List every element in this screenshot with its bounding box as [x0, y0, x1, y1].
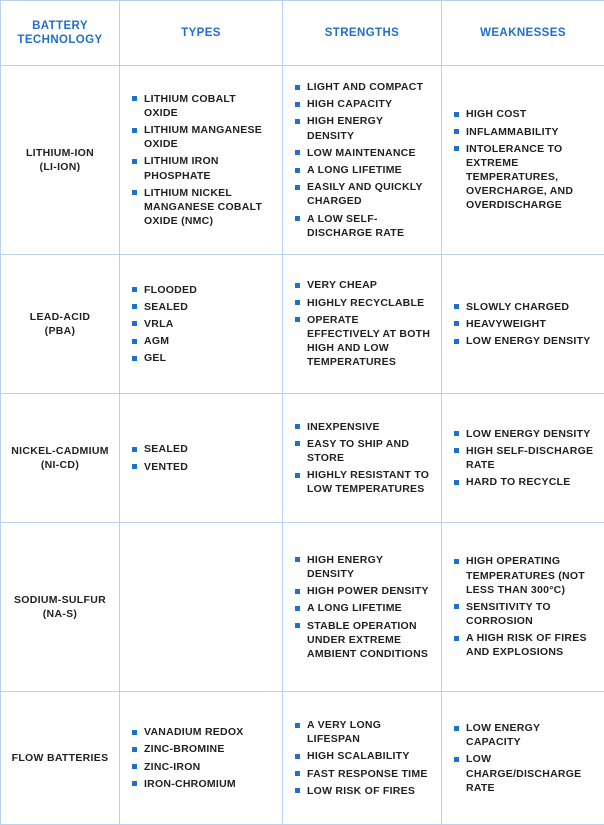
bullet-square-icon: [132, 339, 137, 344]
technology-line: NICKEL-CADMIUM: [5, 444, 115, 458]
list-item: [132, 186, 272, 229]
bullet-square-icon: [132, 464, 137, 469]
list-item: [295, 767, 431, 781]
bullet-square-icon: [295, 788, 300, 793]
list-item: [132, 351, 272, 365]
cell-strengths: [283, 255, 442, 394]
cell-technology: [1, 394, 120, 523]
list-item: [132, 460, 272, 474]
types-list: [132, 442, 272, 473]
technology-line: LITHIUM-ION: [5, 146, 115, 160]
weaknesses-list: [454, 107, 594, 212]
weaknesses-list: [454, 721, 594, 795]
list-item-label: SLOWLY CHARGED: [466, 301, 569, 313]
bullet-square-icon: [454, 146, 459, 151]
bullet-square-icon: [132, 764, 137, 769]
list-item: [454, 317, 594, 331]
bullet-square-icon: [295, 606, 300, 611]
list-item-label: LOW CHARGE/DISCHARGE RATE: [466, 753, 581, 793]
technology-line: (NA-S): [5, 607, 115, 621]
cell-types: [120, 66, 283, 255]
list-item: [295, 601, 431, 615]
list-item-label: HEAVYWEIGHT: [466, 318, 546, 330]
list-item-label: HIGH SCALABILITY: [307, 750, 410, 762]
list-item: [295, 784, 431, 798]
list-item-label: LITHIUM NICKEL MANGANESE COBALT OXIDE (NMC): [144, 187, 262, 227]
column-header-line: TECHNOLOGY: [7, 33, 113, 47]
list-item: [295, 437, 431, 465]
technology-line: SODIUM-SULFUR: [5, 593, 115, 607]
technology-line: LEAD-ACID: [5, 310, 115, 324]
bullet-square-icon: [132, 287, 137, 292]
bullet-square-icon: [454, 604, 459, 609]
list-item-label: GEL: [144, 352, 166, 364]
bullet-square-icon: [454, 757, 459, 762]
list-item: [454, 752, 594, 795]
cell-types: [120, 394, 283, 523]
bullet-square-icon: [132, 321, 137, 326]
cell-types: [120, 523, 283, 692]
list-item: [132, 334, 272, 348]
bullet-square-icon: [454, 321, 459, 326]
list-item-label: LOW ENERGY DENSITY: [466, 428, 591, 440]
strengths-list: [295, 278, 431, 369]
list-item: [295, 296, 431, 310]
list-item: [295, 97, 431, 111]
list-item: [132, 283, 272, 297]
column-header-battery-technology: [1, 1, 120, 66]
column-header-weaknesses: [442, 1, 604, 66]
list-item-label: LOW MAINTENANCE: [307, 147, 416, 159]
list-item-label: HIGHLY RESISTANT TO LOW TEMPERATURES: [307, 469, 429, 495]
list-item-label: VERY CHEAP: [307, 279, 377, 291]
table-row: [1, 692, 604, 825]
bullet-square-icon: [132, 747, 137, 752]
list-item-label: LOW ENERGY CAPACITY: [466, 722, 540, 748]
bullet-square-icon: [295, 216, 300, 221]
weaknesses-list: [454, 427, 594, 490]
technology-line: (LI-ION): [5, 160, 115, 174]
bullet-square-icon: [454, 480, 459, 485]
bullet-square-icon: [295, 168, 300, 173]
list-item: [295, 278, 431, 292]
bullet-square-icon: [295, 283, 300, 288]
column-header-strengths: [283, 1, 442, 66]
list-item: [132, 154, 272, 182]
list-item-label: A HIGH RISK OF FIRES AND EXPLOSIONS: [466, 632, 587, 658]
types-list: [132, 725, 272, 791]
bullet-square-icon: [454, 431, 459, 436]
list-item-label: HIGH OPERATING TEMPERATURES (NOT LESS THAN 300°C): [466, 555, 585, 595]
bullet-square-icon: [295, 185, 300, 190]
list-item-label: INEXPENSIVE: [307, 421, 380, 433]
list-item-label: STABLE OPERATION UNDER EXTREME AMBIENT CONDITIONS: [307, 620, 428, 660]
list-item: [295, 553, 431, 581]
bullet-square-icon: [295, 317, 300, 322]
bullet-square-icon: [454, 636, 459, 641]
list-item-label: VANADIUM REDOX: [144, 726, 244, 738]
list-item: [132, 742, 272, 756]
cell-types: [120, 255, 283, 394]
list-item-label: FAST RESPONSE TIME: [307, 768, 428, 780]
list-item-label: VRLA: [144, 318, 174, 330]
weaknesses-list: [454, 554, 594, 659]
list-item: [295, 749, 431, 763]
header-row: [1, 1, 604, 66]
list-item: [295, 180, 431, 208]
column-header-line: STRENGTHS: [289, 26, 435, 40]
bullet-square-icon: [295, 424, 300, 429]
list-item-label: FLOODED: [144, 284, 197, 296]
list-item-label: HIGHLY RECYCLABLE: [307, 297, 424, 309]
bullet-square-icon: [132, 159, 137, 164]
list-item-label: LITHIUM COBALT OXIDE: [144, 93, 236, 119]
bullet-square-icon: [454, 726, 459, 731]
list-item-label: ZINC-IRON: [144, 761, 201, 773]
list-item: [132, 777, 272, 791]
table-body: [1, 66, 604, 825]
column-header-line: TYPES: [126, 26, 276, 40]
cell-strengths: [283, 394, 442, 523]
cell-strengths: [283, 523, 442, 692]
cell-weaknesses: [442, 394, 604, 523]
bullet-square-icon: [454, 339, 459, 344]
list-item-label: HIGH ENERGY DENSITY: [307, 115, 383, 141]
cell-strengths: [283, 692, 442, 825]
list-item: [454, 721, 594, 749]
bullet-square-icon: [132, 447, 137, 452]
list-item: [132, 725, 272, 739]
bullet-square-icon: [295, 623, 300, 628]
list-item: [454, 475, 594, 489]
list-item-label: A LONG LIFETIME: [307, 602, 402, 614]
bullet-square-icon: [132, 128, 137, 133]
list-item: [454, 107, 594, 121]
cell-weaknesses: [442, 692, 604, 825]
list-item-label: SENSITIVITY TO CORROSION: [466, 601, 551, 627]
list-item-label: A LONG LIFETIME: [307, 164, 402, 176]
bullet-square-icon: [132, 730, 137, 735]
list-item-label: SEALED: [144, 443, 188, 455]
list-item-label: LOW ENERGY DENSITY: [466, 335, 591, 347]
list-item-label: INTOLERANCE TO EXTREME TEMPERATURES, OVERCHARGE, AND OVERDISCHARGE: [466, 143, 573, 212]
strengths-list: [295, 80, 431, 240]
cell-types: [120, 692, 283, 825]
bullet-square-icon: [295, 754, 300, 759]
cell-strengths: [283, 66, 442, 255]
types-list: [132, 283, 272, 366]
list-item-label: A VERY LONG LIFESPAN: [307, 719, 381, 745]
list-item: [454, 444, 594, 472]
list-item-label: HIGH POWER DENSITY: [307, 585, 429, 597]
list-item: [454, 142, 594, 213]
bullet-square-icon: [454, 559, 459, 564]
technology-line: FLOW BATTERIES: [5, 751, 115, 765]
list-item-label: LITHIUM IRON PHOSPHATE: [144, 155, 219, 181]
list-item: [295, 718, 431, 746]
list-item: [132, 300, 272, 314]
list-item-label: LIGHT AND COMPACT: [307, 81, 423, 93]
strengths-list: [295, 420, 431, 497]
table-header: [1, 1, 604, 66]
bullet-square-icon: [454, 304, 459, 309]
technology-line: (PBA): [5, 324, 115, 338]
list-item-label: EASILY AND QUICKLY CHARGED: [307, 181, 423, 207]
list-item: [454, 300, 594, 314]
list-item: [132, 123, 272, 151]
column-header-line: BATTERY: [7, 19, 113, 33]
strengths-list: [295, 718, 431, 798]
list-item: [132, 317, 272, 331]
bullet-square-icon: [132, 781, 137, 786]
list-item-label: HIGH SELF-DISCHARGE RATE: [466, 445, 593, 471]
list-item: [295, 468, 431, 496]
list-item: [295, 212, 431, 240]
cell-weaknesses: [442, 66, 604, 255]
list-item: [454, 554, 594, 597]
cell-weaknesses: [442, 523, 604, 692]
list-item: [295, 313, 431, 370]
bullet-square-icon: [295, 723, 300, 728]
list-item: [295, 80, 431, 94]
list-item: [454, 427, 594, 441]
list-item: [295, 584, 431, 598]
bullet-square-icon: [132, 356, 137, 361]
list-item-label: ZINC-BROMINE: [144, 743, 225, 755]
list-item-label: SEALED: [144, 301, 188, 313]
bullet-square-icon: [295, 102, 300, 107]
cell-weaknesses: [442, 255, 604, 394]
list-item: [295, 420, 431, 434]
column-header-line: WEAKNESSES: [448, 26, 598, 40]
list-item-label: VENTED: [144, 461, 188, 473]
list-item: [132, 92, 272, 120]
list-item-label: HIGH COST: [466, 108, 527, 120]
list-item: [295, 163, 431, 177]
list-item-label: AGM: [144, 335, 169, 347]
technology-line: (NI-CD): [5, 458, 115, 472]
bullet-square-icon: [132, 96, 137, 101]
list-item-label: LOW RISK OF FIRES: [307, 785, 415, 797]
list-item: [295, 146, 431, 160]
list-item-label: INFLAMMABILITY: [466, 126, 559, 138]
list-item-label: EASY TO SHIP AND STORE: [307, 438, 409, 464]
bullet-square-icon: [295, 473, 300, 478]
list-item: [454, 600, 594, 628]
cell-technology: [1, 692, 120, 825]
weaknesses-list: [454, 300, 594, 349]
table-row: [1, 523, 604, 692]
list-item-label: HIGH ENERGY DENSITY: [307, 554, 383, 580]
strengths-list: [295, 553, 431, 661]
cell-technology: [1, 255, 120, 394]
table-row: [1, 394, 604, 523]
list-item-label: IRON-CHROMIUM: [144, 778, 236, 790]
list-item: [295, 114, 431, 142]
bullet-square-icon: [132, 190, 137, 195]
list-item: [132, 760, 272, 774]
cell-technology: [1, 66, 120, 255]
bullet-square-icon: [454, 112, 459, 117]
bullet-square-icon: [295, 589, 300, 594]
bullet-square-icon: [295, 557, 300, 562]
list-item: [454, 631, 594, 659]
list-item: [132, 442, 272, 456]
bullet-square-icon: [295, 85, 300, 90]
list-item-label: A LOW SELF-DISCHARGE RATE: [307, 213, 404, 239]
bullet-square-icon: [132, 304, 137, 309]
list-item-label: LITHIUM MANGANESE OXIDE: [144, 124, 262, 150]
list-item: [454, 125, 594, 139]
types-list: [132, 92, 272, 229]
table-row: [1, 255, 604, 394]
cell-technology: [1, 523, 120, 692]
list-item: [295, 619, 431, 662]
bullet-square-icon: [454, 129, 459, 134]
column-header-types: [120, 1, 283, 66]
bullet-square-icon: [295, 300, 300, 305]
bullet-square-icon: [454, 448, 459, 453]
list-item-label: HIGH CAPACITY: [307, 98, 392, 110]
list-item: [454, 334, 594, 348]
list-item-label: HARD TO RECYCLE: [466, 476, 570, 488]
bullet-square-icon: [295, 150, 300, 155]
bullet-square-icon: [295, 441, 300, 446]
table-row: [1, 66, 604, 255]
bullet-square-icon: [295, 771, 300, 776]
list-item-label: OPERATE EFFECTIVELY AT BOTH HIGH AND LOW TEMPERATURES: [307, 314, 430, 369]
bullet-square-icon: [295, 119, 300, 124]
